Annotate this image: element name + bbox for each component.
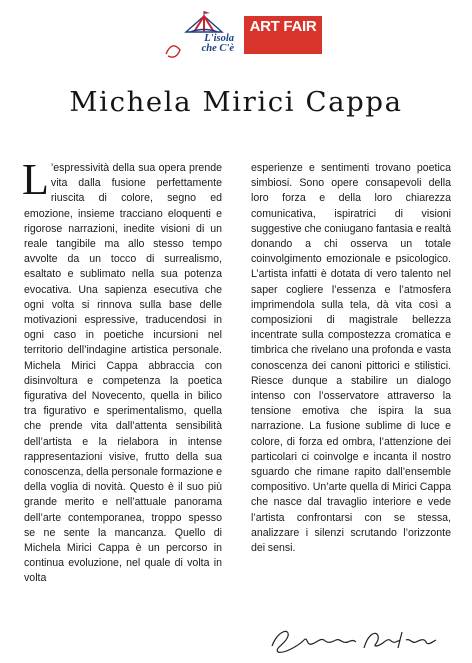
art-fair-logo bbox=[244, 16, 322, 54]
isola-che-ce-logo bbox=[164, 10, 234, 62]
signature-icon bbox=[268, 624, 448, 656]
header-logos bbox=[0, 6, 472, 64]
drop-cap: L bbox=[22, 155, 49, 204]
isola-logo-text bbox=[174, 34, 234, 54]
isola-logo-line1: L'isola bbox=[204, 33, 234, 44]
art-fair-label: ART FAIR bbox=[249, 18, 317, 35]
page-title: Michela Mirici Cappa bbox=[69, 86, 403, 118]
isola-logo-line2: che C'è bbox=[201, 43, 234, 54]
article-column-right bbox=[251, 161, 451, 556]
column-right-text: esperienze e sentimenti trovano poetica simbiosi. Sono opere consapevoli della loro forza e della loro chiarezza comunicativa, ispiratrici di visioni suggestive che coniugano fantasia e realtà donando a chi osserva un totale coinvolgimento emozionale e psicologico. L’artista infatti è dotata di vero talento nel saper cogliere l’essenza e l’atmosfera imprimendola sulla tela, dà vita così a composizioni di magistrale bellezza incentrate sulla compostezza cromatica e timbrica che rivelano una profonda e vasta conoscenza dei canoni pittorici e stilistici. Riesce dunque a stabilire un dialogo intenso con l’osservatore attraverso la tensione emotiva che ispira la sua narrazione. La fusione sublime di luce e colore, di forza ed ombra, l’attenzione dei particolari ci coinvolge e incanta il nostro sguardo che rimane rapito dall’ensemble compositivo. Un’arte quella di Mirici Cappa che nasce dal travaglio interiore e vede l’artista confrontarsi con se stessa, analizzare i silenzi scrutando l’orizzonte dei sensi. bbox=[251, 162, 451, 555]
article-column-left bbox=[22, 155, 222, 587]
column-left-text: ’espressività della sua opera prende vita dalla fusione perfettamente riuscita di colore, segno ed emozione, insieme tracciano eloquenti e rigorose narrazioni, inedite visioni di un reale tangibile ma allo stesso tempo avvolte da un tocco di surrealismo, esaltato e sublimato nella sua potenza evocativa. Una sapienza esecutiva che ogni volta si rinnova sulla base delle motivazioni espressive, traducendosi in ogni caso in poetiche incursioni nel territorio dell’indagine artistica personale. Michela Mirici Cappa abbraccia con disinvoltura e competenza la poetica figurativa del Novecento, quella in bilico tra figurativo e sperimentalismo, quella che prende vita dall’attenta sensibilità dell’artista e la rielabora in intense rappresentazioni visive, frutto della sua conoscenza, della personale formazione e della voglia di novità. Questo è il suo più grande merito e nell’attuale panorama dell’arte contemporanea, troppo spesso se ne sente la mancanza. Quello di Michela Mirici Cappa è un percorso in continua evoluzione, nel quale di volta in volta bbox=[24, 162, 222, 585]
